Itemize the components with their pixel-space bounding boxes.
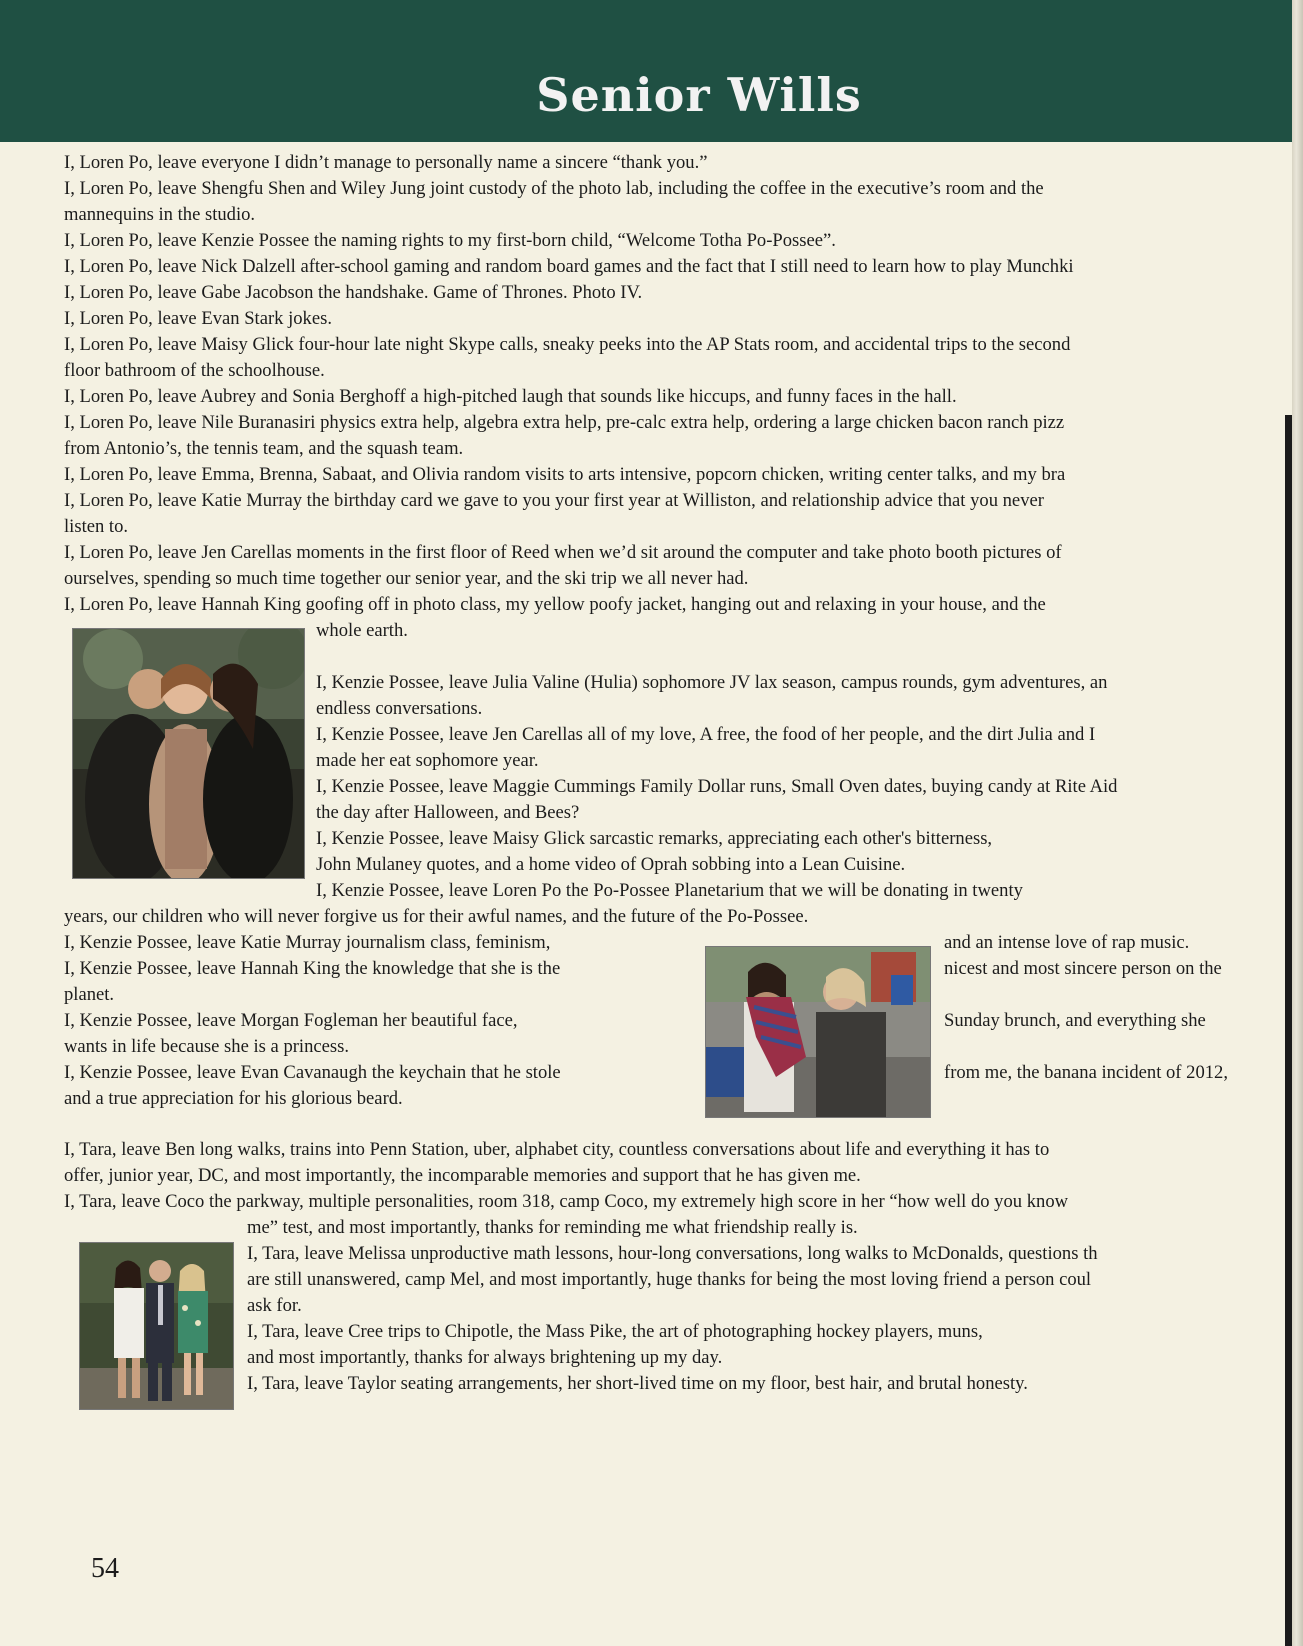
photo-friends-hug bbox=[72, 628, 305, 879]
will-line: nicest and most sincere person on the bbox=[944, 958, 1222, 979]
will-line: I, Kenzie Possee, leave Morgan Fogleman her beautiful face, bbox=[64, 1010, 518, 1031]
header-banner bbox=[0, 0, 1292, 142]
will-line: I, Loren Po, leave Aubrey and Sonia Berghoff a high-pitched laugh that sounds like hiccups, and funny faces in the hall. bbox=[64, 386, 957, 407]
will-line: from Antonio’s, the tennis team, and the squash team. bbox=[64, 438, 464, 459]
will-line: I, Tara, leave Coco the parkway, multiple personalities, room 318, camp Coco, my extremely high score in her “how well do you know bbox=[64, 1191, 1069, 1212]
will-line: I, Tara, leave Ben long walks, trains into Penn Station, uber, alphabet city, countless conversations about life and everything it has to bbox=[64, 1139, 1050, 1160]
will-line: I, Kenzie Possee, leave Jen Carellas all of my love, A free, the food of her people, and the dirt Julia and I bbox=[316, 724, 1096, 745]
will-line: I, Tara, leave Cree trips to Chipotle, the Mass Pike, the art of photographing hockey players, muns, bbox=[247, 1321, 983, 1342]
will-line: I, Loren Po, leave Shengfu Shen and Wiley Jung joint custody of the photo lab, including the coffee in the executive’s room and the bbox=[64, 178, 1044, 199]
will-line: listen to. bbox=[64, 516, 129, 537]
will-line: Sunday brunch, and everything she bbox=[944, 1010, 1206, 1031]
will-line: me” test, and most importantly, thanks for reminding me what friendship really is. bbox=[247, 1217, 858, 1238]
will-line: and an intense love of rap music. bbox=[944, 932, 1190, 953]
will-line: I, Tara, leave Melissa unproductive math lessons, hour-long conversations, long walks to McDonalds, questions th bbox=[247, 1243, 1098, 1264]
photo-group-event-image bbox=[80, 1243, 233, 1409]
section-gap bbox=[64, 1112, 1292, 1137]
will-line: and most importantly, thanks for always brightening up my day. bbox=[247, 1347, 723, 1368]
will-line: ask for. bbox=[247, 1295, 302, 1316]
will-line: I, Loren Po, leave Jen Carellas moments in the first floor of Reed when we’d sit around the computer and take photo booth pictures of bbox=[64, 542, 1062, 563]
will-line: I, Loren Po, leave Maisy Glick four-hour late night Skype calls, sneaky peeks into the AP Stats room, and accidental trips to the second bbox=[64, 334, 1071, 355]
will-line: ourselves, spending so much time together our senior year, and the ski trip we all never had. bbox=[64, 568, 749, 589]
page-title: Senior Wills bbox=[536, 68, 862, 122]
right-column bbox=[944, 930, 1292, 1086]
will-line: John Mulaney quotes, and a home video of Oprah sobbing into a Lean Cuisine. bbox=[316, 854, 906, 875]
page-edge bbox=[1292, 0, 1303, 1646]
will-line bbox=[944, 982, 1292, 1008]
will-line: years, our children who will never forgive us for their awful names, and the future of the Po-Possee. bbox=[64, 906, 809, 927]
will-line: I, Kenzie Possee, leave Julia Valine (Hulia) sophomore JV lax season, campus rounds, gym adventures, an bbox=[316, 672, 1108, 693]
binding-shadow bbox=[1285, 415, 1292, 1646]
will-line: floor bathroom of the schoolhouse. bbox=[64, 360, 325, 381]
photo-friends-hug-image bbox=[73, 629, 304, 878]
will-line: I, Loren Po, leave Nick Dalzell after-school gaming and random board games and the fact that I still need to learn how to play Munchki bbox=[64, 256, 1074, 277]
will-line: planet. bbox=[64, 984, 115, 1005]
will-line: made her eat sophomore year. bbox=[316, 750, 539, 771]
will-line: I, Kenzie Possee, leave Maisy Glick sarcastic remarks, appreciating each other's bitterness, bbox=[316, 828, 993, 849]
will-line: offer, junior year, DC, and most importantly, the incomparable memories and support that he has given me. bbox=[64, 1165, 861, 1186]
will-line: I, Loren Po, leave Kenzie Possee the naming rights to my first-born child, “Welcome Totha Po-Possee”. bbox=[64, 230, 836, 251]
will-line: are still unanswered, camp Mel, and most importantly, huge thanks for being the most loving friend a person coul bbox=[247, 1269, 1092, 1290]
will-line: and a true appreciation for his glorious beard. bbox=[64, 1088, 403, 1109]
photo-scarf-friends-image bbox=[706, 947, 930, 1117]
will-line: I, Loren Po, leave Evan Stark jokes. bbox=[64, 308, 332, 329]
will-line: I, Loren Po, leave Emma, Brenna, Sabaat, and Olivia random visits to arts intensive, popcorn chicken, writing center talks, and my bra bbox=[64, 464, 1066, 485]
will-line bbox=[944, 1034, 1292, 1060]
photo-wrap-section bbox=[64, 930, 1292, 1112]
will-line: I, Kenzie Possee, leave Maggie Cummings Family Dollar runs, Small Oven dates, buying candy at Rite Aid bbox=[316, 776, 1118, 797]
will-line: I, Tara, leave Taylor seating arrangements, her short-lived time on my floor, best hair, and brutal honesty. bbox=[247, 1373, 1028, 1394]
will-line: I, Kenzie Possee, leave Katie Murray journalism class, feminism, bbox=[64, 932, 551, 953]
left-column bbox=[64, 930, 684, 1112]
will-line: endless conversations. bbox=[316, 698, 483, 719]
will-line: mannequins in the studio. bbox=[64, 204, 256, 225]
will-line: wants in life because she is a princess. bbox=[64, 1036, 350, 1057]
will-line: I, Kenzie Possee, leave Evan Cavanaugh the keychain that he stole bbox=[64, 1062, 561, 1083]
photo-group-event bbox=[79, 1242, 234, 1410]
will-line: I, Loren Po, leave Gabe Jacobson the handshake. Game of Thrones. Photo IV. bbox=[64, 282, 643, 303]
will-line: from me, the banana incident of 2012, bbox=[944, 1062, 1228, 1083]
will-line: I, Kenzie Possee, leave Loren Po the Po-Possee Planetarium that we will be donating in twenty bbox=[316, 880, 1023, 901]
page-number: 54 bbox=[91, 1553, 119, 1584]
will-line: I, Kenzie Possee, leave Hannah King the knowledge that she is the bbox=[64, 958, 561, 979]
will-line: whole earth. bbox=[316, 620, 408, 641]
will-line: I, Loren Po, leave Hannah King goofing off in photo class, my yellow poofy jacket, hanging out and relaxing in your house, and the bbox=[64, 594, 1046, 615]
photo-scarf-friends bbox=[705, 946, 931, 1118]
will-line: I, Loren Po, leave Katie Murray the birthday card we gave to you your first year at Williston, and relationship advice that you never bbox=[64, 490, 1044, 511]
will-line: I, Loren Po, leave everyone I didn’t manage to personally name a sincere “thank you.” bbox=[64, 152, 708, 173]
will-line: I, Loren Po, leave Nile Buranasiri physics extra help, algebra extra help, pre-calc extra help, ordering a large chicken bacon ranch pizz bbox=[64, 412, 1065, 433]
will-line: the day after Halloween, and Bees? bbox=[316, 802, 580, 823]
